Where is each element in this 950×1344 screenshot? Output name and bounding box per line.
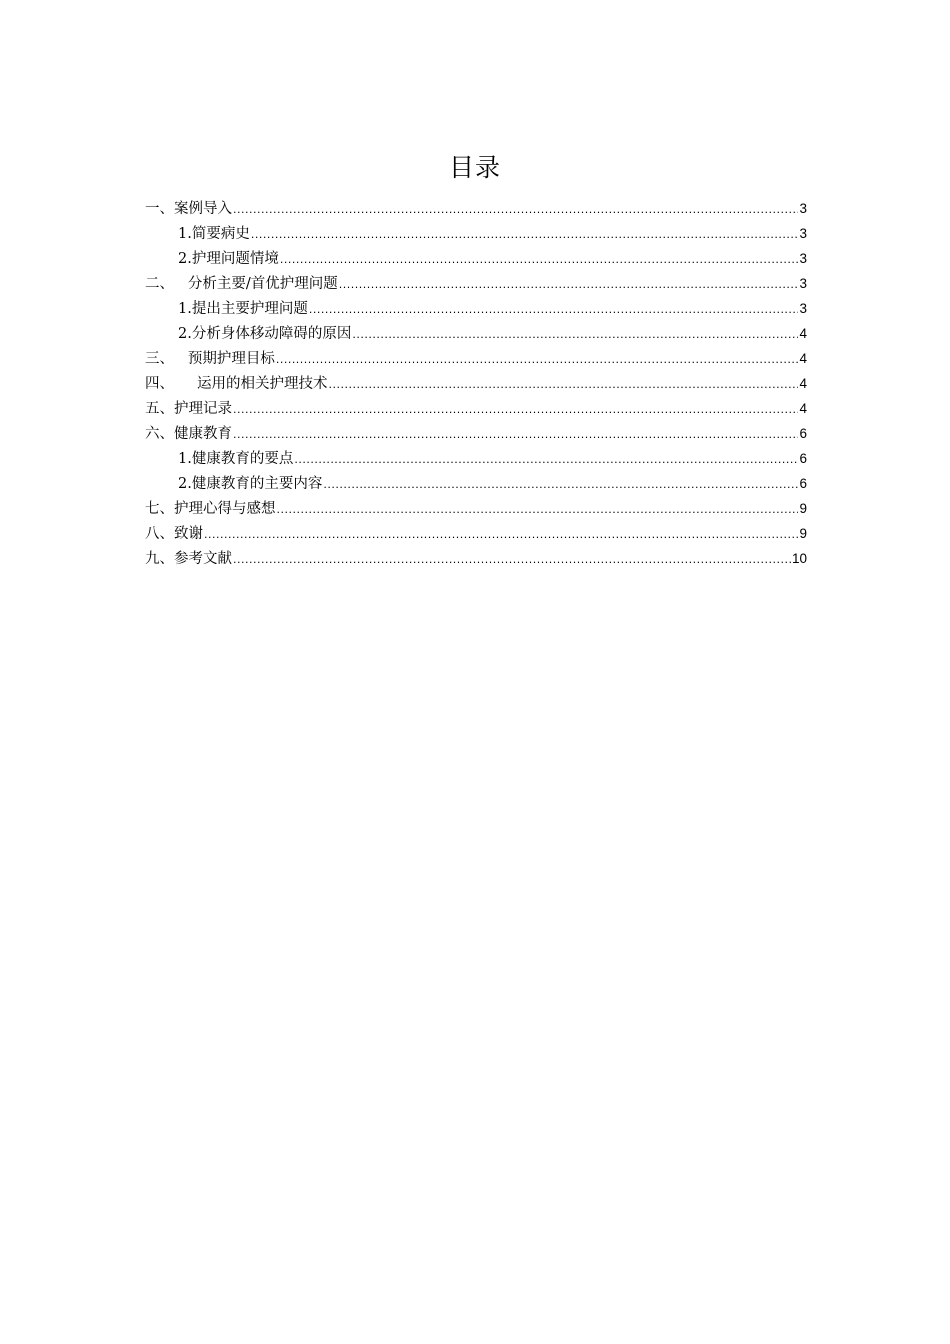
toc-entry-page: 6 xyxy=(799,451,807,466)
dot-leader xyxy=(280,247,799,272)
toc-entry-page: 4 xyxy=(799,376,807,391)
dot-leader xyxy=(204,522,798,547)
toc-entry[interactable] xyxy=(145,521,807,546)
toc-entry-label: 2.护理问题情境 xyxy=(178,251,279,267)
toc-entry-label: 1.简要病史 xyxy=(178,226,250,242)
dot-leader xyxy=(251,222,799,247)
toc-entry-page: 3 xyxy=(799,276,807,291)
toc-entry[interactable] xyxy=(145,471,807,496)
toc-entry-page: 4 xyxy=(799,326,807,341)
toc-entry-label: 七、护理心得与感想 xyxy=(145,501,276,517)
toc-entry[interactable] xyxy=(145,271,807,296)
toc-entry-label: 2.健康教育的主要内容 xyxy=(178,476,323,492)
toc-entry-page: 3 xyxy=(799,301,807,316)
toc-entry-label: 一、案例导入 xyxy=(145,201,232,217)
table-of-contents xyxy=(145,196,807,571)
toc-entry-label: 2.分析身体移动障碍的原因 xyxy=(178,326,352,342)
toc-entry[interactable] xyxy=(145,396,807,421)
toc-entry-label: 六、健康教育 xyxy=(145,426,232,442)
toc-entry[interactable] xyxy=(145,371,807,396)
toc-entry[interactable] xyxy=(145,496,807,521)
toc-entry[interactable] xyxy=(145,421,807,446)
dot-leader xyxy=(233,397,798,422)
toc-entry[interactable] xyxy=(145,296,807,321)
dot-leader xyxy=(277,497,799,522)
toc-entry-label: 四、 运用的相关护理技术 xyxy=(145,376,328,392)
toc-entry-page: 6 xyxy=(799,476,807,491)
dot-leader xyxy=(294,447,798,472)
toc-entry-page: 10 xyxy=(791,551,807,566)
dot-leader xyxy=(323,472,798,497)
toc-entry-page: 3 xyxy=(799,201,807,216)
toc-entry-label: 1.健康教育的要点 xyxy=(178,451,294,467)
toc-entry-page: 9 xyxy=(799,526,807,541)
toc-entry-label: 五、护理记录 xyxy=(145,401,232,417)
toc-entry-page: 3 xyxy=(799,251,807,266)
toc-entry-page: 9 xyxy=(799,501,807,516)
toc-entry[interactable] xyxy=(145,246,807,271)
toc-entry[interactable] xyxy=(145,546,807,571)
toc-entry-label: 八、致谢 xyxy=(145,526,203,542)
dot-leader xyxy=(339,272,799,297)
toc-entry[interactable] xyxy=(145,196,807,221)
dot-leader xyxy=(233,547,791,572)
toc-title: 目录 xyxy=(448,153,501,182)
toc-entry-page: 4 xyxy=(799,401,807,416)
toc-entry-label: 二、 分析主要/首优护理问题 xyxy=(145,276,338,292)
toc-entry[interactable] xyxy=(145,446,807,471)
toc-entry[interactable] xyxy=(145,221,807,246)
dot-leader xyxy=(352,322,798,347)
toc-entry-page: 4 xyxy=(799,351,807,366)
dot-leader xyxy=(329,372,799,397)
dot-leader xyxy=(233,197,798,222)
toc-entry[interactable] xyxy=(145,346,807,371)
toc-entry-label: 1.提出主要护理问题 xyxy=(178,301,308,317)
dot-leader xyxy=(309,297,799,322)
toc-entry[interactable] xyxy=(145,321,807,346)
dot-leader xyxy=(276,347,799,372)
dot-leader xyxy=(233,422,798,447)
toc-entry-label: 九、参考文献 xyxy=(145,551,232,567)
toc-entry-page: 6 xyxy=(799,426,807,441)
toc-entry-page: 3 xyxy=(799,226,807,241)
toc-entry-label: 三、 预期护理目标 xyxy=(145,351,275,367)
